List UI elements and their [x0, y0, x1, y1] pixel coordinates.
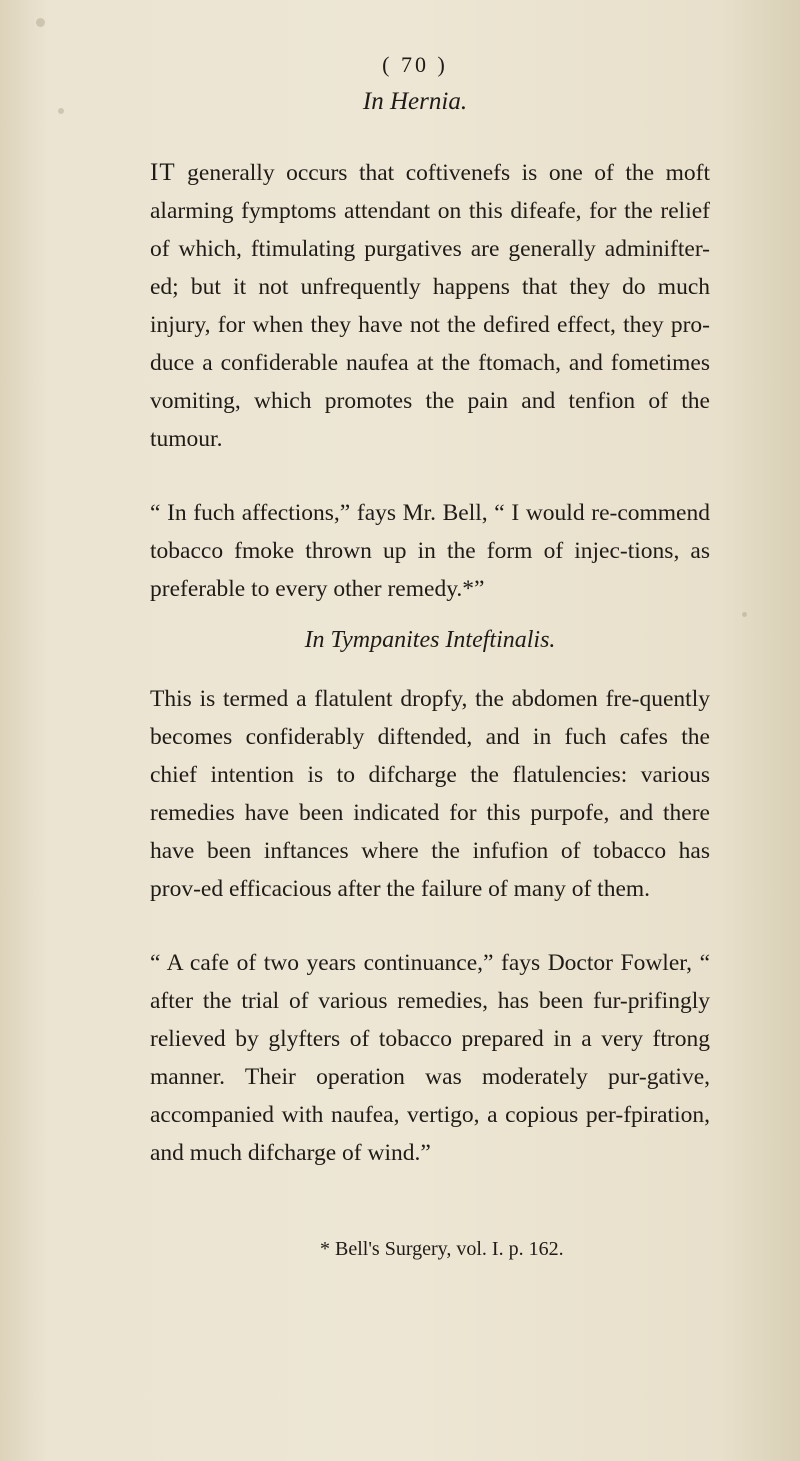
running-head: In Hernia.	[362, 88, 468, 115]
paragraph-first-word: IT	[150, 159, 176, 186]
paragraph-tympanites: This is termed a flatulent dropfy, the abdomen fre-quently becomes confiderably diftended, and in fuch cafes the chief intention is to difcharge the flatulencies: various remedies have been indicated for this purpofe, and there have been inftances where the infufion of tobacco has prov-ed efficacious after the failure of many of them.	[150, 686, 710, 902]
paragraph-fowler-quote: “ A cafe of two years continuance,” fays Doctor Fowler, “ after the trial of various remedies, has been fur-prifingly relieved by glyfters of tobacco prepared in a very ftrong manner. Their operation was moderately pur-gative, accompanied with naufea, vertigo, a copious per-fpiration, and much difcharge of wind.”	[150, 950, 710, 1166]
paragraph-text: generally occurs that coftivenefs is one of the moft alarming fymptoms attendant on this difeafe, for the relief of which, ftimulating purgatives are generally adminifter-ed; but it not unfrequently happens that they do much injury, for when they have not the defired effect, they pro-duce a confiderable naufea at the ftomach, and fometimes vomiting, which promotes the pain and tenfion of the tumour.	[150, 160, 711, 452]
section-title: In Tympanites Inteftinalis.	[304, 627, 556, 653]
paper-speck	[742, 612, 747, 617]
page-number: ( 70 )	[382, 52, 448, 77]
page-content	[150, 52, 710, 1264]
paper-speck	[36, 18, 45, 27]
paragraph-bell-quote: “ In fuch affections,” fays Mr. Bell, “ I would re-commend tobacco fmoke thrown up in the form of injec-tions, as preferable to every other remedy.*”	[150, 500, 710, 602]
paragraph-intro	[150, 154, 710, 458]
footnote: * Bell's Surgery, vol. I. p. 162.	[320, 1238, 564, 1260]
paper-speck	[58, 108, 64, 114]
